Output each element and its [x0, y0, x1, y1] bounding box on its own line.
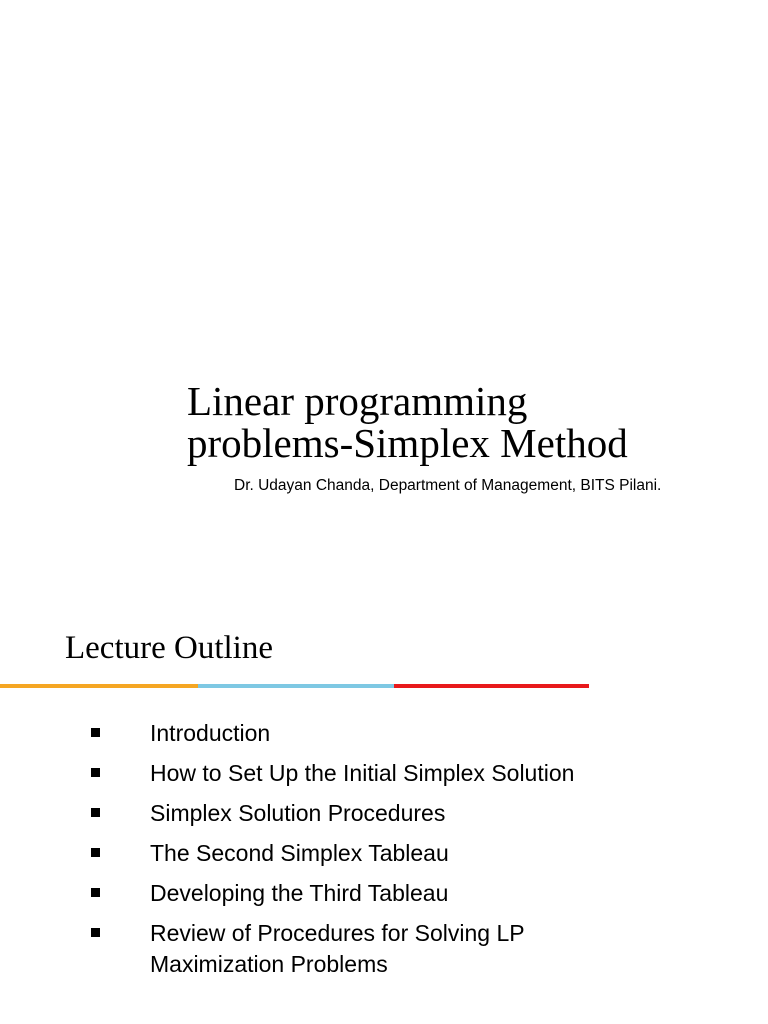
divider-segment-red: [394, 684, 589, 688]
square-bullet-icon: [91, 848, 100, 857]
divider-segment-blue: [198, 684, 394, 688]
slide-title: [187, 380, 747, 464]
slide-title-line-1: Linear programming: [187, 378, 528, 424]
outline-item-text: Review of Procedures for Solving LP: [150, 920, 525, 946]
divider-segment-orange: [0, 684, 198, 688]
outline-item: [0, 798, 768, 829]
outline-item-text: Introduction: [150, 720, 271, 746]
square-bullet-icon: [91, 888, 100, 897]
square-bullet-icon: [91, 808, 100, 817]
outline-item-text: Maximization Problems: [150, 951, 388, 977]
square-bullet-icon: [91, 728, 100, 737]
outline-list: [0, 718, 768, 989]
outline-item-text: Developing the Third Tableau: [150, 880, 449, 906]
outline-item-text: How to Set Up the Initial Simplex Solution: [150, 760, 575, 786]
outline-item: [0, 918, 768, 980]
slide-title-line-2: problems-Simplex Method: [187, 420, 628, 466]
outline-item: [0, 718, 768, 749]
outline-heading: Lecture Outline: [65, 630, 273, 666]
outline-item-text: The Second Simplex Tableau: [150, 840, 449, 866]
author-subtitle: Dr. Udayan Chanda, Department of Management, BITS Pilani.: [234, 477, 662, 494]
outline-item-text: Simplex Solution Procedures: [150, 800, 446, 826]
outline-item: [0, 838, 768, 869]
outline-item: [0, 758, 768, 789]
square-bullet-icon: [91, 768, 100, 777]
outline-item: [0, 878, 768, 909]
square-bullet-icon: [91, 928, 100, 937]
